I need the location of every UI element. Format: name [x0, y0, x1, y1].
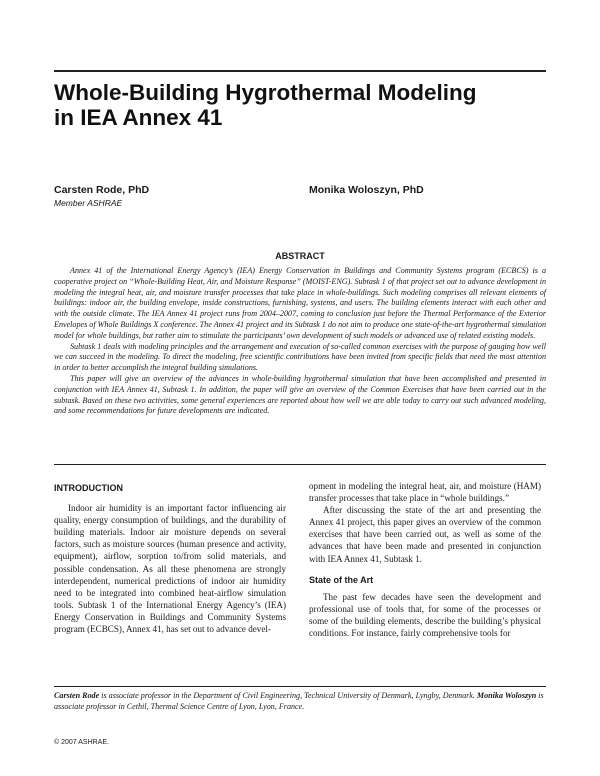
author-name: Monika Woloszyn, PhD — [309, 184, 424, 196]
body-column-right — [309, 480, 541, 639]
author-name: Carsten Rode, PhD — [54, 184, 150, 196]
body-paragraph: Indoor air humidity is an important factor influencing air quality, energy consumption of buildings, and the durability of building materials. Indoor air moisture depends on several factors, such as moisture sources (human presence and activity, equipment), airflow, sorption to/from solid materials, and possible condensation. As all these phenomena are strongly interdependent, numerical predictions of indoor air humidity need to be integrated into combined heat-airflow simulation tools. Subtask 1 of the International Energy Agency’s (IEA) Energy Conservation in Buildings and Community Systems program (ECBCS), Annex 41, has set out to advance devel- — [54, 503, 286, 635]
abstract-paragraph: This paper will give an overview of the advances in whole-building hygrothermal simulation that have been accomplished and presented in conjunction with IEA Annex 41, Subtask 1. In addition, the paper will give an overview of the Common Exercises that have been carried out in the subtask. Based on these two activities, some general experiences are reported about how well we are able today to carry out such advanced modeling, and some recommendations for future developments are indicated. — [54, 373, 546, 416]
title-line-1: Whole-Building Hygrothermal Modeling — [54, 80, 477, 105]
abstract-body — [54, 266, 546, 417]
copyright: © 2007 ASHRAE. — [54, 739, 109, 746]
author-affiliation: Member ASHRAE — [54, 198, 123, 208]
body-column-left — [54, 482, 286, 635]
abstract-heading: ABSTRACT — [275, 251, 325, 261]
author-footnote — [54, 690, 546, 712]
abstract-divider — [54, 464, 546, 465]
abstract-paragraph: Annex 41 of the International Energy Agency’s (IEA) Energy Conservation in Buildings and Community Systems program (ECBCS) is a cooperative project on “Whole-Building Heat, Air, and Moisture Response” (MOIST-ENG). Subtask 1 of that project set out to advance development in modeling the integral heat, air, and moisture transfer processes that take place in whole-buildings. Such modeling comprises all relevant elements of buildings: indoor air, the building envelope, inside constructions, furnishing, systems, and users. The building elements interact with each other and with the outside climate. The IEA Annex 41 project runs from 2004–2007, coming to conclusion just before the Thermal Performance of the Exterior Envelopes of Whole Buildings X conference. The Annex 41 project and its Subtask 1 do not aim to produce one state-of-the-art hygrothermal simulation model for whole buildings, but rather aim to stimulate the participants’ own development of such models or advanced use of related existing models. — [54, 266, 546, 340]
abstract-paragraph: Subtask 1 deals with modeling principles and the arrangement and execution of so-called common exercises with the purpose of gauging how well we can succeed in the modeling. To direct the modeling, free scientific contributions have been invited from specific fields that need the most attention in order to better accomplish the integral building simulations. — [54, 341, 546, 373]
body-paragraph: After discussing the state of the art and presenting the Annex 41 project, this paper gives an overview of the common exercises that have been carried out, as well as some of the advances that have been made and presented in conjunction with IEA Annex 41, Subtask 1. — [309, 505, 541, 564]
footnote-text: is associate professor in the Department of Civil Engineering, Technical University of Denmark, Lyngby, Denmark. — [99, 691, 477, 700]
footnote-text: is associate professor in Cethil, Thermal Science Centre of Lyon, Lyon, France. — [54, 691, 544, 711]
title-line-2: in IEA Annex 41 — [54, 105, 223, 130]
footnote-author: Carsten Rode — [54, 691, 100, 700]
body-paragraph: The past few decades have seen the development and professional use of tools that, for some of the processes or some of the building elements, describe the building’s physical conditions. For instance, fairly comprehensive tools for — [309, 591, 541, 639]
body-paragraph: opment in modeling the integral heat, air, and moisture (HAM) transfer processes that take place in “whole buildings.” — [309, 481, 541, 504]
footnote-divider — [54, 686, 546, 687]
page-title — [54, 80, 554, 130]
top-rule — [54, 70, 546, 72]
section-heading: INTRODUCTION — [54, 483, 123, 493]
footnote-author: Monika Woloszyn — [476, 691, 537, 700]
subsection-heading: State of the Art — [309, 574, 374, 585]
